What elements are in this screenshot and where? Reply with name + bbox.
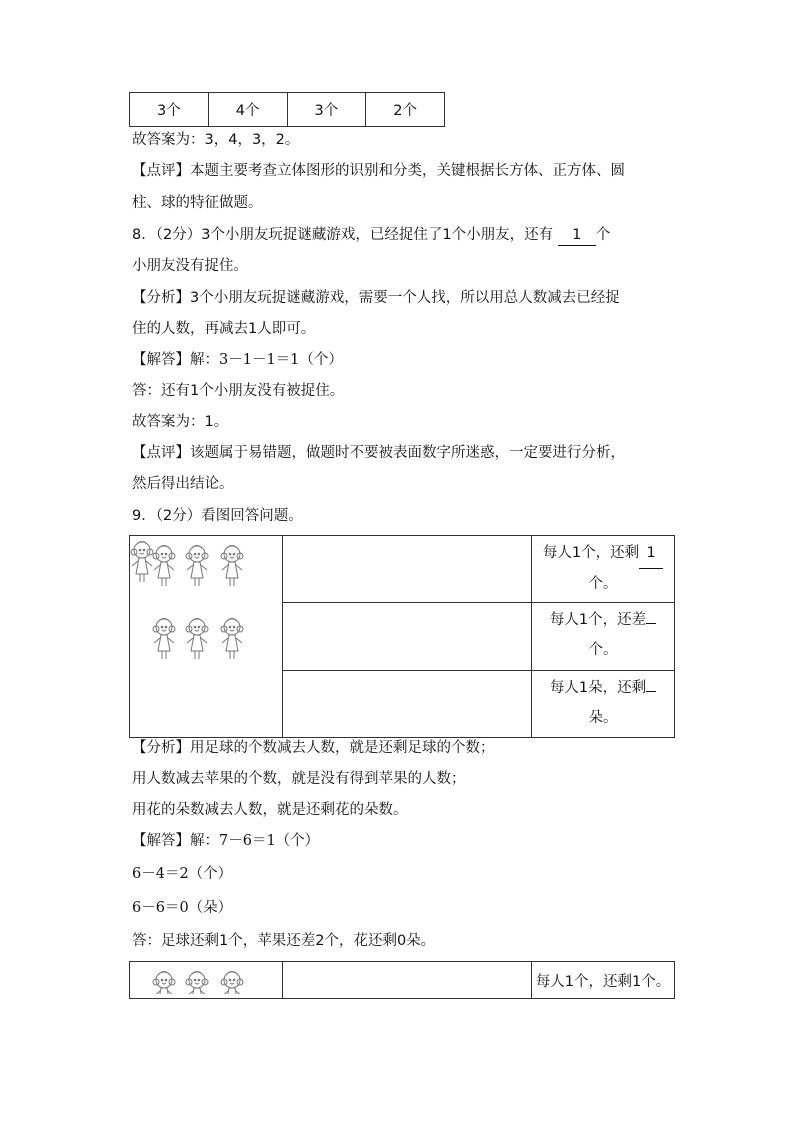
comment-line: 柱、球的特征做题。: [132, 195, 263, 211]
empty-cell: [283, 670, 532, 737]
answer-cell: 2个: [366, 93, 445, 127]
question-8: [132, 225, 610, 246]
answer-blank: 1: [558, 225, 596, 246]
row-text: 每人1个，还差: [549, 612, 647, 629]
comment-line: 然后得出结论。: [132, 476, 234, 492]
girl-figure: [186, 972, 208, 995]
equation: 7－6＝1（个）: [219, 833, 320, 849]
remainder-cell: [532, 670, 675, 737]
question-text: 8．（2分）3个小朋友玩捉谜藏游戏，已经捉住了1个小朋友，还有: [132, 227, 558, 243]
solution-line: [132, 350, 343, 370]
answer-line: 答：还有1个小朋友没有被捉住。: [132, 383, 345, 399]
solution-label: 【解答】解：: [132, 352, 219, 368]
empty-cell: [283, 962, 532, 999]
empty-cell: [283, 603, 532, 670]
girl-figure: [153, 546, 175, 587]
girl-figure: [153, 619, 175, 660]
row-unit: 个。: [588, 576, 618, 592]
question-line: 小朋友没有捉住。: [132, 258, 248, 274]
girl-figure: [186, 546, 208, 587]
girls-illustration: [130, 536, 280, 733]
equation: 3－1－1＝1（个）: [219, 352, 343, 368]
girl-figure: [221, 972, 243, 995]
row-unit: 朵。: [588, 709, 618, 726]
empty-cell: [283, 536, 532, 603]
answer-blank: [646, 623, 656, 624]
analysis-line: 用花的朵数减去人数，就是还剩花的朵数。: [132, 802, 408, 818]
answer-line: 答：足球还剩1个，苹果还差2个，花还剩0朵。: [132, 933, 436, 949]
answer-blank: 1: [639, 538, 663, 569]
answer-summary-table: [129, 961, 675, 999]
comment-line: 【点评】该题属于易错题，做题时不要被表面数字所迷惑，一定要进行分析，: [132, 445, 625, 461]
girl-figure: [186, 619, 208, 660]
girls-picture-cell: [130, 962, 283, 999]
answer-line: 故答案为：1。: [132, 414, 229, 430]
girl-figure: [221, 546, 243, 587]
girl-figure: [221, 619, 243, 660]
solution-label: 【解答】解：: [132, 833, 219, 849]
girl-figure: [153, 972, 175, 995]
remainder-cell: [532, 603, 675, 670]
analysis-line: 住的人数，再减去1人即可。: [132, 321, 316, 337]
answer-blank: [646, 691, 656, 692]
answer-line: 故答案为：3，4，3，2。: [132, 132, 300, 148]
analysis-line: 【分析】用足球的个数减去人数，就是还剩足球的个数；: [132, 740, 495, 756]
equation: 6－4＝2（个）: [132, 866, 233, 882]
row-unit: 个。: [588, 642, 618, 659]
picture-question-table: [129, 535, 675, 738]
answer-cell: 4个: [208, 93, 287, 127]
row-text: 每人1朵，还剩: [549, 679, 647, 696]
comment-line: 【点评】本题主要考查立体图形的识别和分类，关键根据长方体、正方体、圆: [132, 163, 625, 179]
question-9: 9．（2分）看图回答问题。: [132, 508, 303, 524]
answer-cell: 3个: [130, 93, 209, 127]
solution-line: [132, 831, 319, 851]
girls-picture-cell: [130, 536, 283, 738]
remainder-cell: [532, 536, 675, 603]
analysis-line: 用人数减去苹果的个数，就是没有得到苹果的人数；: [132, 771, 466, 787]
equation: 6－6＝0（朵）: [132, 900, 233, 916]
analysis-line: 【分析】3个小朋友玩捉谜藏游戏，需要一个人找，所以用总人数减去已经捉: [132, 290, 620, 306]
summary-cell: 每人1个，还剩1个。: [532, 962, 675, 999]
girls-illustration: [130, 962, 280, 994]
answer-cell: 3个: [287, 93, 366, 127]
row-text: 每人1个，还剩: [542, 545, 640, 561]
question-text: 个: [595, 227, 611, 243]
answer-table: [129, 92, 445, 127]
